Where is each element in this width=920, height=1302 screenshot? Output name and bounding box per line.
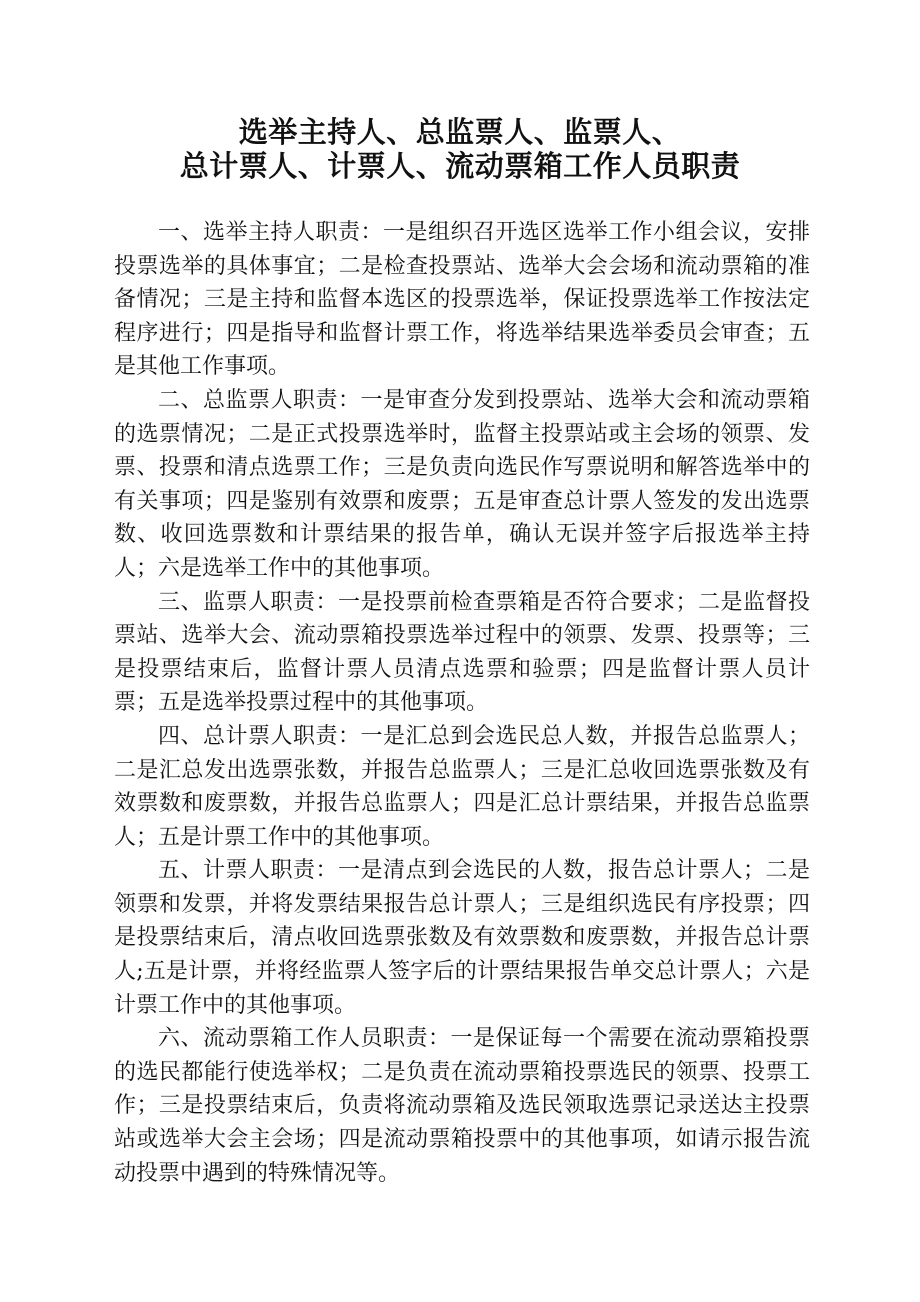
document-body (114, 216, 810, 1190)
paragraph-teller-duties: 五、计票人职责：一是清点到会选民的人数，报告总计票人；二是领票和发票，并将发票结果报告总计票人；三是组织选民有序投票；四是投票结束后，清点收回选票张数及有效票数和废票数，并报告总计票人;五是计票，并将经监票人签字后的计票结果报告单交总计票人；六是计票工作中的其他事项。 (114, 858, 810, 1018)
document-title-line-2: 总计票人、计票人、流动票箱工作人员职责 (179, 149, 741, 183)
paragraph-scrutineer-duties: 三、监票人职责：一是投票前检查票箱是否符合要求；二是监督投票站、选举大会、流动票箱投票选举过程中的领票、发票、投票等；三是投票结束后，监督计票人员清点选票和验票；四是监督计票人员计票；五是选举投票过程中的其他事项。 (114, 589, 810, 716)
paragraph-chief-teller-duties: 四、总计票人职责：一是汇总到会选民总人数，并报告总监票人；二是汇总发出选票张数，并报告总监票人；三是汇总收回选票张数及有效票数和废票数，并报告总监票人；四是汇总计票结果，并报告总监票人；五是计票工作中的其他事项。 (114, 723, 810, 850)
paragraph-mobile-ballot-box-staff-duties: 六、流动票箱工作人员职责：一是保证每一个需要在流动票箱投票的选民都能行使选举权；二是负责在流动票箱投票选民的领票、投票工作；三是投票结束后，负责将流动票箱及选民领取选票记录送达主投票站或选举大会主会场；四是流动票箱投票中的其他事项，如请示报告流动投票中遇到的特殊情况等。 (114, 1026, 810, 1186)
document-title-line-1: 选举主持人、总监票人、监票人、 (238, 115, 682, 149)
paragraph-host-duties: 一、选举主持人职责：一是组织召开选区选举工作小组会议，安排投票选举的具体事宜；二是检查投票站、选举大会会场和流动票箱的准备情况；三是主持和监督本选区的投票选举，保证投票选举工作按法定程序进行；四是指导和监督计票工作，将选举结果选举委员会审查；五是其他工作事项。 (114, 220, 810, 380)
paragraph-chief-scrutineer-duties: 二、总监票人职责：一是审查分发到投票站、选举大会和流动票箱的选票情况；二是正式投票选举时，监督主投票站或主会场的领票、发票、投票和清点选票工作；三是负责向选民作写票说明和解答选举中的有关事项；四是鉴别有效票和废票；五是审查总计票人签发的发出选票数、收回选票数和计票结果的报告单，确认无误并签字后报选举主持人；六是选举工作中的其他事项。 (114, 387, 810, 581)
